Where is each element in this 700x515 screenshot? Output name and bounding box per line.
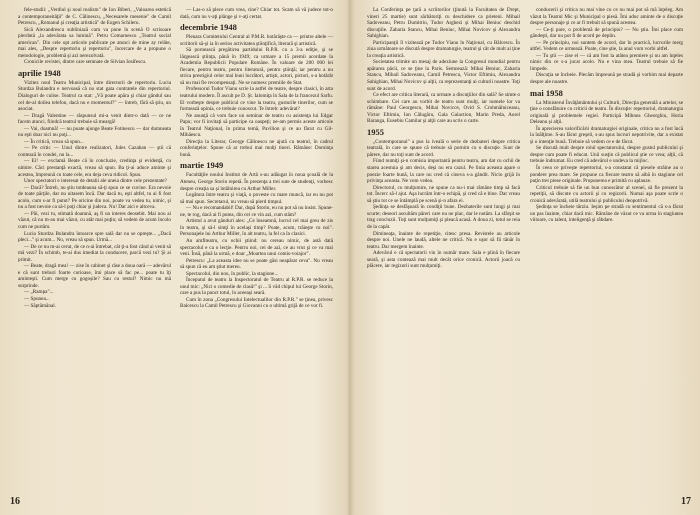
paragraph: Legătura între teatru şi viaţă, o poveste cu mare muncă, iar eu nu pot să mai spun. Secretarul, nu vreau să pierd timpul. xyxy=(180,192,333,205)
paragraph: — Pe critic — Unul dintre realizatori, Jules Cazaban — ştii că contează în condei, nu la... xyxy=(18,145,171,158)
paragraph: În aprecierea valorificării dramaturgiei originale, critica nu a fost încă la înălţime. S-au făcut greşeli, s-au spus lucruri nepotrivite, dar a existat şi o intenţie bună. Trebuie să vedem ce e de făcut. xyxy=(530,125,683,145)
paragraph: — Nu e recomandabil! Dar, după Storin, eu nu pot să nu insist. Spune-ne, te rog, dacă ai fi putea, din cei ce vin azi, cum stăm? xyxy=(180,205,333,218)
paragraph: Lucia Sturdza Bulandra întoarce spre sală dar nu se opreşte... „Dacă pleci..." şi acum... Nu, vreau să spun. Urmă... xyxy=(18,230,171,244)
paragraph: Au amfiteatru, cu ochii ştiind: nu cereau nimic, de astă dată spectacolul e ca o lecţie. Pentru noi, cei de azi, ce au vrut şi ce va mai veni. Însă, până la urmă, e doar „Moartea unui comis-voiajor". xyxy=(180,237,333,258)
paragraph: Ne anunţă că vom face un seminar de teatru cu asistenţa lui Edgar Papu; vor fi invitaţi să participe ca oaspeţi; ne-am permis aceste articole în Teatrul Naţional, în prima temă, Pavilion şi ce au făcut cu Gil-Mihăescu. xyxy=(180,112,333,139)
paragraph: La Ministerul Învăţământului şi Culturii, Direcţia generală a artelor, se ţine o consfătuire cu criticii de teatru. În discuţie: repertoriul, dramaturgia originală şi problemele regiei. Participă Mihnea Gheorghiu, Horia Deleanu şi alţii. xyxy=(530,99,683,126)
paragraph: — Las-o să plece cum vrea, cine? Chiar tot. Scam să vă judece tot-o dată, cum nu v-aţi plânge şi v-aţi certat. xyxy=(180,7,333,20)
paragraph: La Conferinţa pe ţară a scriitorilor (ţinută la Facultatea de Drept, vineri 25 martie) sunt sărbătoriţi cu deschidere ca prieteni. Mihail Sadoveanu, Petru Dumitriu, Tudor Arghezi şi Mihai Beniuc deschid discuţiile. Zaharia Stancu, Mihai Beniuc, Mihai Novicov şi Alexandra Sahighian. xyxy=(367,7,520,40)
paragraph: Discuţia se încheie. Plecăm împreună pe stradă şi vorbim mai departe despre ale noastre. xyxy=(530,72,683,86)
paragraph: Societatea trimite un mesaj de adeziune la Congresul mondial pentru apărarea păcii, ce se ţine la Paris. Semnează: Mihai Beniuc, Zaharia Stancu, Mihail Sadoveanu, Camil Petrescu, Victor Eftimiu, Alexandra Sahighian, Mihai Novicov şi alţii, ca reprezentanţi ai culturii noastre. Toţi sunt de acord. xyxy=(367,59,520,92)
paragraph: Cum în zona „Congresului Intelectualilor din R.P.R." se ţinea, privesc Balcescu la Camil Petrescu şi Giovanni cu o ultimă grijă de ce vor fi. xyxy=(180,296,333,310)
paragraph: Ce efect are critica literară, ca urmare a discuţiilor din sală? Se simte o schimbare. Cei care au vorbit de teatru sunt mulţi, iar numele lor va rămâne: Paul Georgescu, Mihai Novicov, Ovid S. Crohmălniceanu, Victor Eftimiu, Ion Călugăru, Gala Galaction, Marin Preda, Aurel Baranga, Eusebiu Camilar şi alţii care au scris o carte. xyxy=(367,92,520,125)
paragraph: conducerii şi critica nu mai vine cu ce nu mai pot să mă înţeleg. Am văzut la Teatrul Mic şi Municipal o piesă. Îmi aduc aminte de o discuţie despre personaje şi ce ar fi trebuit să spună acestea. xyxy=(530,7,683,27)
paragraph: Sică Alexandrescu subliniază cum va pune în scenă O scrisoare pierdută „la adevărata sa lumină". Petru Comarnescu „Teatrul social american". Din cele opt articole publicate pe atunci de mine ay relăte, mai ales, „Despre repertoriu şi repertoriu", încercare de a propune o metodologie, problemă şi azi nerezolvată. xyxy=(18,26,171,59)
paragraph: Unor spectatori e interesat de detalii ale uneia dintre cele prezentate? xyxy=(24,178,167,185)
paragraph: — Ce-ţi pare, o problemă de principiu? — Nu ştiu. Îmi place cum gândeşti, dar nu pot fi de acord pe deplin. xyxy=(530,26,683,40)
paragraph: Direcţia la Literar, George Călinescu ne ajută cu teatrul, în cadrul conferinţelor. Spune că ar trebui mai mulţi tineri. Rămâne: Dominţa bună. xyxy=(180,138,333,158)
paragraph: — Tu ştii — zise el — că am fost la atâtea premiere şi nu am înţeles nimic din ce s-a jucat acolo. Nu e vina mea. Teatrul trebuie să fie limpede. xyxy=(530,52,683,72)
paragraph: — Dacă? Întreb, nu ştiu totdeauna să-ţi spun ce se cuvine. Era nevoie de toate părţile, dar nu uitasem încă. Dar dacă tu, eşti altfel, tu ai fi fost acolo, cum s-ar fi putut? Pe oricine din noi, poate va vedea tu, nimic, şi nu a fost nevoie ca să-l poţi chiar şi judeca. Nu! Dar aici e altceva. xyxy=(18,184,171,211)
paragraph: Artistul a avut gânduri ales: „Ce înseamnă, lucrul cel mai greu de zis în teatru, şi să-l simţi în acelaşi timp? Poate, acum, trăieşte cu noi". Personajele lui Arthur Miller, în alt teatru, la fel ca în clasici. xyxy=(180,218,333,238)
paragraph: Participanţii îl vizitează pe Tudor Vianu în Naţional, cu Bălcescu. În ziua următoare se discută despre dramaturgie, teatrul şi cât de mult ai ţine la creaţia artistică. xyxy=(367,39,520,59)
section-date-heading: decembrie 1948 xyxy=(180,22,237,33)
paragraph: Spectacolul, din nou, în public, la stagiune... xyxy=(186,270,279,277)
paragraph: — „Rampa"... xyxy=(24,289,54,296)
section-date-heading: 1955 xyxy=(367,126,384,137)
paragraph: Criticul trebuie să fie un bun cunoscător al scenei, să fie prezent la repetiţii, să discute cu actorii şi cu regizorii. Numai aşa poate scrie o cronică adevărată, utilă teatrului şi publicului deopotrivă. xyxy=(530,184,683,204)
paragraph: Petrescu: „La aceasta idee nu se poate găsi neapărat ceva". Nu vreau să spun că eu am ştiut mereu. xyxy=(180,257,333,271)
section-date-heading: mai 1958 xyxy=(530,87,563,98)
paragraph: — Pe principiu, noi suntem de acord, dar în practică, lucrurile merg altfel. Vedem ce urmează. Poate, cine ştie, la anul vom vorbi altfel. xyxy=(530,39,683,53)
paragraph: „Contemporanul" a pus la iveală o serie de dezbateri despre critica teatrală, în care se spune că trebuie să pornim cu o discuţie. Sunt de părere, dar nu toţi sunt de acord. xyxy=(367,138,520,158)
paragraph: — Săptămânal. xyxy=(24,302,56,309)
paragraph: Şedinţa se încheie târziu. Ieşim pe stradă cu sentimentul că s-a făcut un pas înainte, chiar dacă mic. Rămâne de văzut ce va urma în stagiunea viitoare, cu talent, inteligenţă şi răbdare. xyxy=(530,204,683,224)
paragraph: Dimineaţa, înainte de repetiţie, citesc presa. Revistele au articole despre noi. Unele ne laudă, altele ne critică. Nu e uşor să fii tânăr în teatru. Dar mergem înainte. xyxy=(367,230,520,250)
paragraph: Începutul de teatru la Inspectoratul de Teatru al R.P.R. se reduce la unul mic: „Nici o comedie de clasă!" şi ... îi văd chipul lui George Storin, care a pus la punct totul, în aceeaşi seară. xyxy=(180,277,333,297)
paragraph: — Vai, doamnă! — nu poate ajunge Beate Fotinescu — dar dumneata nu eşti doar nici nu poţi... xyxy=(18,125,171,139)
paragraph: Directorul, cu mulţumire, ne spune ca nu-i mai rămâne timp să facă tot. Încerc să-l ajut. Aşa lucrăm într-o echipă, şi cred că e bine. Dar vreau să ştiu tot ce se întâmplă pe scenă şi-n afara ei. xyxy=(367,184,520,204)
paragraph: — Păi, vezi tu, stimată doamnă, aş fi un interes deosebit. Mai nou ai văzut, că nu m-au mai văzut, cu atât mai puţin; să vedem de acum încolo cum ne purtăm. xyxy=(18,210,171,230)
paragraph: — Beate, dragă mea! — zise în cabinet şi râse a doua oară — adevărul e că sunt treburi foarte curioase, îmi place să fac pe... poate tu îţi aminteşti. Cum merge cu gogoşile? Sau cu restul? Nimic nu mă surprinde. xyxy=(18,263,171,289)
paragraph: Se discută mult despre rolul spectatorului, despre gustul publicului şi despre cum poate fi educat. Unii susţin că publicul ştie ce vrea; alţii, că trebuie îndrumat. Eu cred că adevărul e undeva la mijloc. xyxy=(530,145,683,165)
paragraph: fele-studii: „Verdiul şi noul realism" de Ion Biberi, „Valoarea estetică a contemporaneităţii" de C. Călinescu, „Necesarele mesenie" de Camil Petrescu, „Romanul şi creaţia artistică" de Eugen Schileru. xyxy=(18,7,171,27)
section-date-heading: aprilie 1948 xyxy=(18,67,61,78)
paragraph: Facultăţile noului Institut de Artă s-au adăugat în noua şcoală de la Ateneu, George Storin repetă. În prezenţa a trei sute de studenţi, vorbesc despre creaţia sa şi întâlnirea cu Arthur Miller. xyxy=(180,172,333,192)
page-number-left: 16 xyxy=(10,496,20,507)
paragraph: — De ce nu m-ai cerut, de ce n-ai întrebat, cât ţi-a fost când ai venit să mă vezi? În schimb, te-ai dus imediat la conducere, parcă vezi tu? Şi ai primit. xyxy=(18,243,171,263)
paragraph: Cronicile revistei, dintre care semnate de Silvian Iosifescu. xyxy=(24,59,147,66)
paragraph: Vizitez noul Teatru Municipal, între directorii de repertoriu. Lucia Sturdza Bulandra e nervoasă că nu stat gata contratele din repertoriul. Dialoguri de culise. Teatrul ca stat: „Vă poate apăra şi chiar gândul sau cel de-al doilea telefon, dacă nu e momentul?" — întreb, fără să ştiu, un asociat. xyxy=(18,79,171,113)
section-date-heading: martie 1949 xyxy=(180,160,224,171)
paragraph: Şedinţa se desfăşoară în condiţii bune. Dezbaterile sunt lungi şi mai scurte; deseori ascultăm păreri care nu ne plac, dar le notăm. La sfârşit se trag concluzii. Toţi sunt mulţumiţi şi pleacă acasă. A doua zi, totul se reia de la capăt. xyxy=(367,204,520,230)
paragraph: Professorul Tudor Vianu scrie la astfel de teatre, despre clasici, în arta teatrului modern. Îl ascult pe D. Şt. Ialomiţa în Sala de la francezul Sarfu. El vorbeşte despre publicul ce vine la teatru, gusturile tinerilor, cum se formează opinia, ce trebuie cunoscut. Te întreb: adevărat? xyxy=(180,86,333,113)
paragraph: Fiind numiţi şi-n comisia importantă pentru teatru, am dat cu ochii de starea acestuia şi am decis, deşi nu era cazul. Pe linia aceasta apare o poezie foarte bună, la care nu cred că cineva s-a gândit. Nicio grijă în privinţa aceasta. Ne vom vedea. xyxy=(367,158,520,185)
right-column-1 xyxy=(367,7,520,487)
right-page xyxy=(350,0,700,515)
paragraph: — În critică, vreau să spun... xyxy=(24,138,84,145)
paragraph: — Ei! — exclamă Beate că în concluzie, credinţa şi evidenţă, cu uimire. Căci prestanţă exactă, vreau să spun. Ba ţi-ai aduce aminte şi acestea, împreună cu toate cele, era deja ceva ridicol. Spun. xyxy=(18,158,171,178)
right-column-2 xyxy=(530,7,683,487)
paragraph: Adevărul e că spectatorii vin în număr mare. Sala e plină în fiecare seară, şi asta contează mai mult decât orice cronică. Actorii joacă cu plăcere, iar regizorii sunt mulţumiţi. xyxy=(367,250,520,270)
paragraph: În ceea ce priveşte repertoriul, s-a constatat că piesele străine au o pondere prea mare. Se propune ca fiecare teatru să aibă în stagiune cel puţin trei piese originale. Propunerea e primită cu aplauze. xyxy=(530,165,683,185)
page-number-right: 17 xyxy=(681,496,691,507)
paragraph: Plenara Comitetului Central al P.M.R. hotărăşte ca — printre altele — scriitorii să-şi ia în serios activitatea ştiinţifică, literară şi artistică. xyxy=(180,34,333,47)
left-column-1 xyxy=(18,7,171,487)
paragraph: — Spunea... xyxy=(24,295,50,302)
paragraph: — Dragă Valentine — răspunsul mi-a venit dintr-o dată — ce ne facem atunci, fiindcă teatrul trebuie să meargă! xyxy=(18,112,171,126)
left-column-2 xyxy=(180,7,333,487)
paragraph: Să pornească pregătirea partidului R.P.R. cu a 3-a ediţie, şi se lărgească ştiinţa, până în 1949; ca urmare a 15 premii acordate la Academia Republicii Populare Române. În valoare de 200 000 lei fiecare, pentru teatru, pentru literatură, pentru ştiinţă; iar pentru a nu strica prestigiul celor mai buni lucrători, artişti, actori, pictori, s-a hotărât să nu mai fie recompensaţi. Ne se numesc premiile de Stat. xyxy=(180,47,333,86)
